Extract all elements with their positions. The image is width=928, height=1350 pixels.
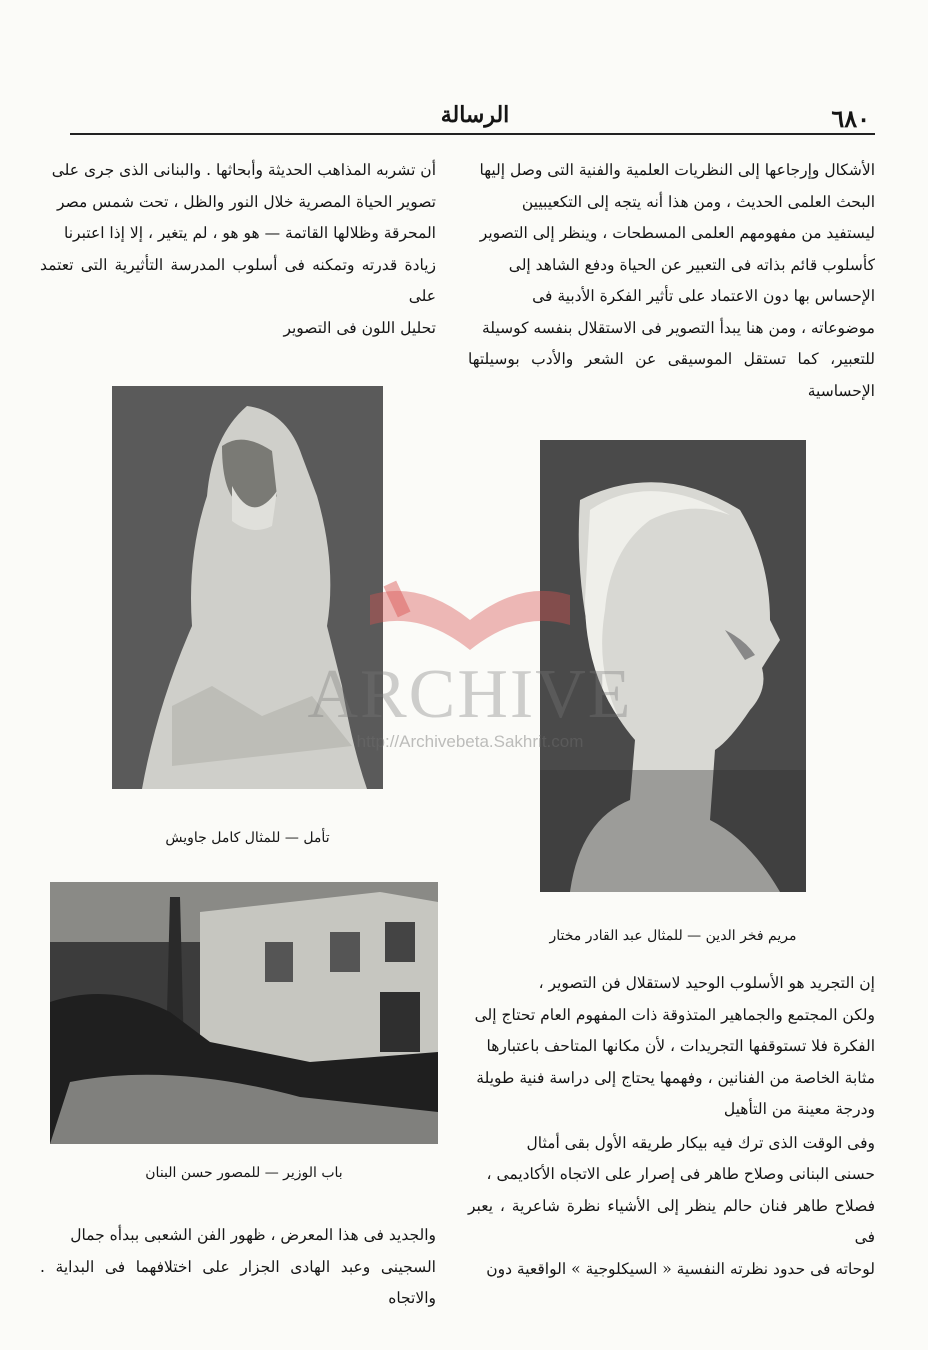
text-line: موضوعاته ، ومن هنا يبدأ التصوير فى الاستقلال بنفسه كوسيلة xyxy=(482,318,875,337)
bust-photo xyxy=(540,440,806,892)
street-caption: باب الوزير — للمصور حسن البنان xyxy=(145,1165,343,1181)
street-photo-image xyxy=(50,882,438,1144)
text-line: ليستفيد من مفهومهم العلمى المسطحات ، وينظر إلى التصوير xyxy=(479,224,875,242)
watermark-text: ARCHIVE xyxy=(307,656,633,733)
text-line: لوحاته فى حدود نظرته النفسية « السيكلوجية » الواقعية دون xyxy=(486,1259,875,1278)
watermark-url: http://Archivebeta.Sakhrit.com xyxy=(356,732,584,751)
text-line: الفكرة فلا تستوقفها التجريدات ، لأن مكانها المتاحف باعتبارها xyxy=(486,1037,875,1055)
text-line: للتعبير، كما تستقل الموسيقى عن الشعر والأدب بوسيلتها الإحساسية xyxy=(468,350,875,400)
running-title: الرسالة xyxy=(440,102,510,128)
left-column-bottom-text xyxy=(40,1220,436,1315)
statue-photo-image xyxy=(112,386,383,789)
text-line: إن التجريد هو الأسلوب الوحيد لاستقلال فن التصوير ، xyxy=(538,974,875,992)
header-rule xyxy=(70,133,875,135)
right-column-top-text xyxy=(468,155,875,407)
text-line: تصوير الحياة المصرية خلال النور والظل ، تحت شمس مصر xyxy=(57,192,436,211)
text-line: كأسلوب قائم بذاته فى التعبير عن الحياة ودفع الشاهد إلى xyxy=(508,255,875,274)
text-line: السجينى وعبد الهادى الجزار على اختلافهما فى البداية . والاتجاه xyxy=(40,1257,436,1307)
statue-photo xyxy=(112,386,383,789)
statue-caption: تأمل — للمثال كامل جاويش xyxy=(165,830,330,846)
text-line: ودرجة معينة من التأهيل xyxy=(723,1100,875,1118)
page-number: ٦٨٠ xyxy=(831,104,870,133)
right-column-bottom-text xyxy=(468,968,875,1285)
text-line: فصلاح طاهر فنان حالم ينظر إلى الأشياء نظرة شاعرية ، يعبر فى xyxy=(468,1196,875,1246)
page-header xyxy=(70,98,880,134)
text-line: الأشكال وإرجاعها إلى النظريات العلمية والفنية التى وصل إليها xyxy=(479,161,875,179)
left-column-top-text xyxy=(40,155,436,344)
text-line: والجديد فى هذا المعرض ، ظهور الفن الشعبى ببدأه جمال xyxy=(70,1226,436,1244)
text-line: مثابة الخاصة من الفنانين ، وفهمها يحتاج إلى دراسة فنية طويلة xyxy=(476,1068,875,1087)
text-line: تحليل اللون فى التصوير xyxy=(283,318,436,337)
bust-caption: مريم فخر الدين — للمثال عبد القادر مختار xyxy=(549,928,797,944)
bust-photo-image xyxy=(540,440,806,892)
text-line: الإحساس بها دون الاعتماد على تأثير الفكرة الأدبية فى xyxy=(532,287,875,305)
text-line: البحث العلمى الحديث ، ومن هذا أنه يتجه إلى التكعيبيين xyxy=(521,192,875,211)
text-line: ولكن المجتمع والجماهير المتذوقة ذات المفهوم العام تحتاج إلى xyxy=(474,1005,875,1024)
text-line: المحرقة وظلالها القاتمة — هو هو ، لم يتغير ، إلا إذا اعتبرنا xyxy=(64,224,436,242)
street-photo xyxy=(50,882,438,1144)
text-line: زيادة قدرته وتمكنه فى أسلوب المدرسة التأثيرية التى تعتمد على xyxy=(40,255,436,305)
text-line: حسنى البنانى وصلاح طاهر فى إصرار على الاتجاه الأكاديمى ، xyxy=(486,1165,875,1183)
text-line: وفى الوقت الذى ترك فيه بيكار طريقه الأول بقى أمثال xyxy=(526,1133,875,1152)
text-line: أن تشربه المذاهب الحديثة وأبحاثها . والبنانى الذى جرى على xyxy=(51,161,436,179)
